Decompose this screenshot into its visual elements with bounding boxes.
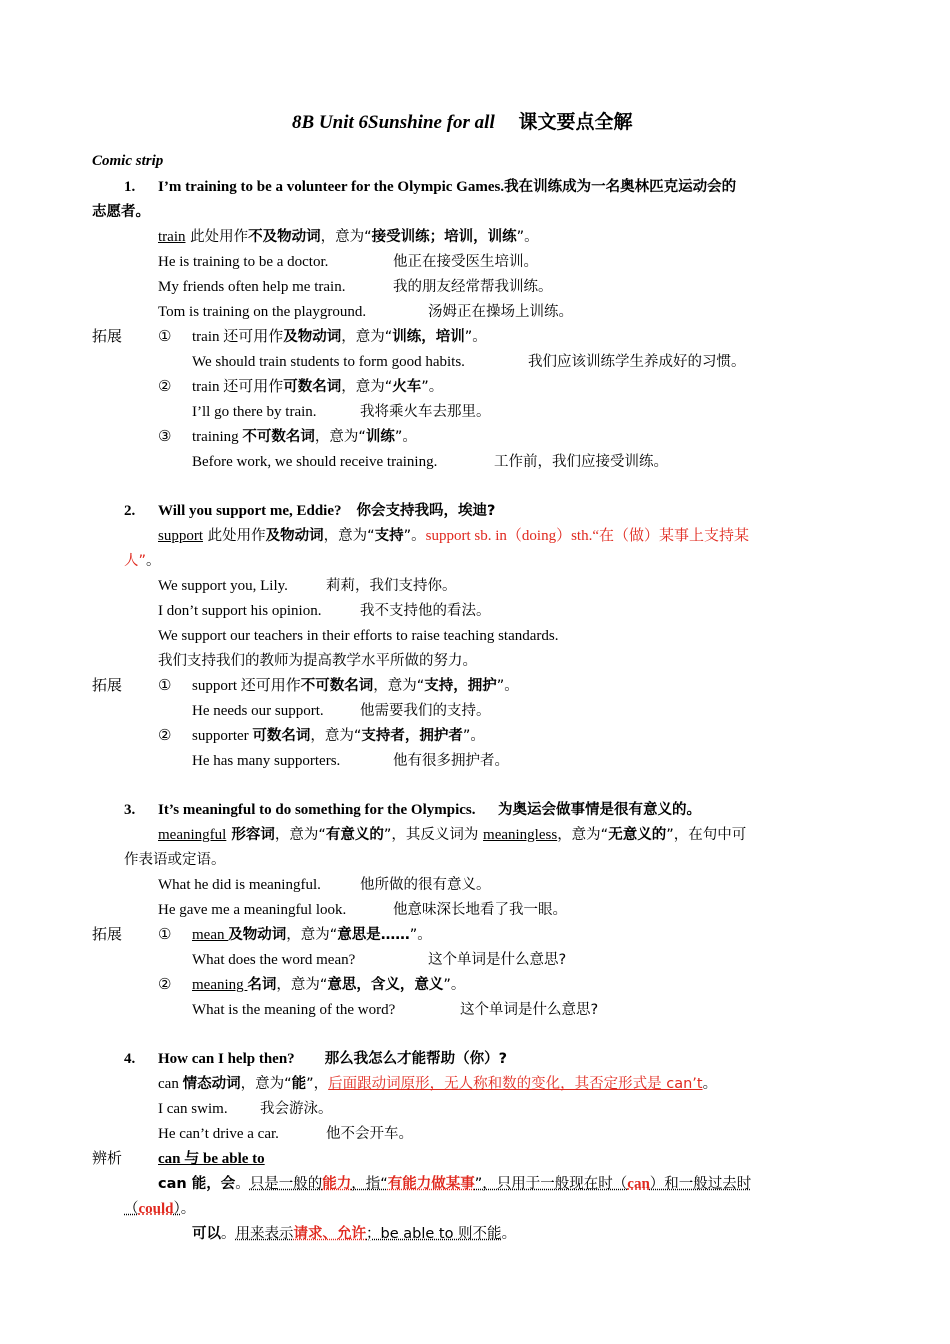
title-english: 8B Unit 6Sunshine for all [292, 112, 495, 133]
extension-label: 拓展 [92, 329, 123, 345]
extension-item: ② train 还可用作可数名词，意为“火车”。 [158, 379, 444, 395]
analysis-line-cont: （could）。 [124, 1201, 196, 1217]
point-3-heading: 3. It’s meaningful to do something for the Olympics. 为奥运会做事情是很有意义的。 [124, 802, 702, 818]
point-4-note: can 情态动词，意为“能”，后面跟动词原形，无人称和数的变化，其否定形式是 can’t。 [158, 1076, 718, 1092]
keyword-meaningful: meaningful [158, 827, 227, 843]
page-title [292, 112, 633, 134]
example-sentence: He has many supporters. [192, 753, 341, 769]
usage-rule: 后面跟动词原形，无人称和数的变化，其否定形式是 can’t [328, 1076, 703, 1092]
point-1-note: train 此处用作不及物动词，意为“接受训练；培训，训练”。 [158, 229, 539, 245]
section-heading: Comic strip [92, 153, 164, 169]
example-translation: 我们支持我们的教师为提高教学水平所做的努力。 [158, 653, 477, 669]
point-1-heading [124, 176, 736, 198]
extension-item: ② meaning 名词，意为“意思，含义，意义”。 [158, 977, 466, 993]
extension-item: ① mean 及物动词，意为“意思是……”。 [158, 927, 432, 943]
usage-pattern: support sb. in（doing）sth.“在（做）某事上支持某 [425, 528, 749, 544]
example-translation: 他正在接受医生培训。 [393, 254, 538, 270]
example-translation: 我们应该训练学生养成好的习惯。 [528, 354, 746, 370]
example-translation: 我不支持他的看法。 [360, 603, 491, 619]
example-translation: 他有很多拥护者。 [393, 753, 509, 769]
point-1-heading-en: I’m training to be a volunteer for the Olympic Games. [158, 179, 505, 195]
extension-item: ② supporter 可数名词，意为“支持者，拥护者”。 [158, 728, 485, 744]
point-1-heading-cn: 我在训练成为一名奥林匹克运动会的 [504, 179, 737, 195]
point-4-heading: 4. How can I help then? 那么我怎么才能帮助（你）? [124, 1051, 508, 1067]
example-sentence: He can’t drive a car. [158, 1126, 279, 1142]
example-translation: 工作前，我们应接受训练。 [494, 454, 668, 470]
example-sentence: We should train students to form good habits. [192, 354, 465, 370]
example-sentence: Tom is training on the playground. [158, 304, 367, 320]
analysis-line: 可以。用来表示请求、允许；be able to 则不能。 [192, 1226, 517, 1242]
example-sentence: We support you, Lily. [158, 578, 288, 594]
extension-label: 拓展 [92, 678, 123, 694]
point-3-note-cont: 作表语或定语。 [124, 852, 226, 868]
example-sentence: I’ll go there by train. [192, 404, 317, 420]
example-translation: 他所做的很有意义。 [360, 877, 491, 893]
title-chinese: 课文要点全解 [518, 112, 633, 133]
example-translation: 他意味深长地看了我一眼。 [393, 902, 567, 918]
extension-label: 拓展 [92, 927, 123, 943]
example-sentence: We support our teachers in their efforts to raise teaching standards. [158, 628, 559, 644]
point-2-note: support 此处用作及物动词，意为“支持”。support sb. in（doing）sth.“在（做）某事上支持某 [158, 528, 749, 544]
example-translation: 这个单词是什么意思? [460, 1002, 599, 1018]
keyword-can: can [158, 1076, 183, 1092]
point-3-note: meaningful 形容词，意为“有意义的”，其反义词为 meaningless，意为“无意义的”，在句中可 [158, 827, 747, 843]
analysis-title: can 与 be able to [158, 1151, 265, 1167]
example-translation: 他需要我们的支持。 [360, 703, 491, 719]
example-translation: 汤姆正在操场上训练。 [428, 304, 573, 320]
extension-item: ③ training 不可数名词，意为“训练”。 [158, 429, 417, 445]
example-sentence: My friends often help me train. [158, 279, 346, 295]
example-translation: 我的朋友经常帮我训练。 [393, 279, 553, 295]
example-translation: 我会游泳。 [260, 1101, 333, 1117]
point-2-note-cont: 人”。 [124, 553, 161, 569]
example-sentence: Before work, we should receive training. [192, 454, 438, 470]
extension-item: ① support 还可用作不可数名词，意为“支持，拥护”。 [158, 678, 519, 694]
example-translation: 我将乘火车去那里。 [360, 404, 491, 420]
keyword-support: support [158, 528, 203, 544]
example-translation: 这个单词是什么意思? [428, 952, 567, 968]
analysis-label: 辨析 [92, 1151, 123, 1167]
analysis-line: can 能，会。只是一般的能力，指“有能力做某事”，只用于一般现在时（can）和一般过去时 [158, 1176, 752, 1192]
keyword-meaningless: meaningless [483, 827, 558, 843]
example-sentence: I can swim. [158, 1101, 228, 1117]
example-sentence: He gave me a meaningful look. [158, 902, 347, 918]
point-2-heading: 2. Will you support me, Eddie? 你会支持我吗，埃迪? [124, 503, 496, 519]
example-sentence: What is the meaning of the word? [192, 1002, 396, 1018]
example-sentence: I don’t support his opinion. [158, 603, 322, 619]
example-sentence: He is training to be a doctor. [158, 254, 329, 270]
example-sentence: He needs our support. [192, 703, 324, 719]
extension-item: ① train 还可用作及物动词，意为“训练，培训”。 [158, 329, 487, 345]
example-translation: 他不会开车。 [326, 1126, 413, 1142]
example-translation: 莉莉，我们支持你。 [326, 578, 457, 594]
point-1-heading-cn-cont: 志愿者。 [92, 204, 150, 220]
example-sentence: What he did is meaningful. [158, 877, 321, 893]
example-sentence: What does the word mean? [192, 952, 356, 968]
keyword-train: train [158, 229, 186, 245]
point-1-number: 1. [124, 179, 136, 195]
